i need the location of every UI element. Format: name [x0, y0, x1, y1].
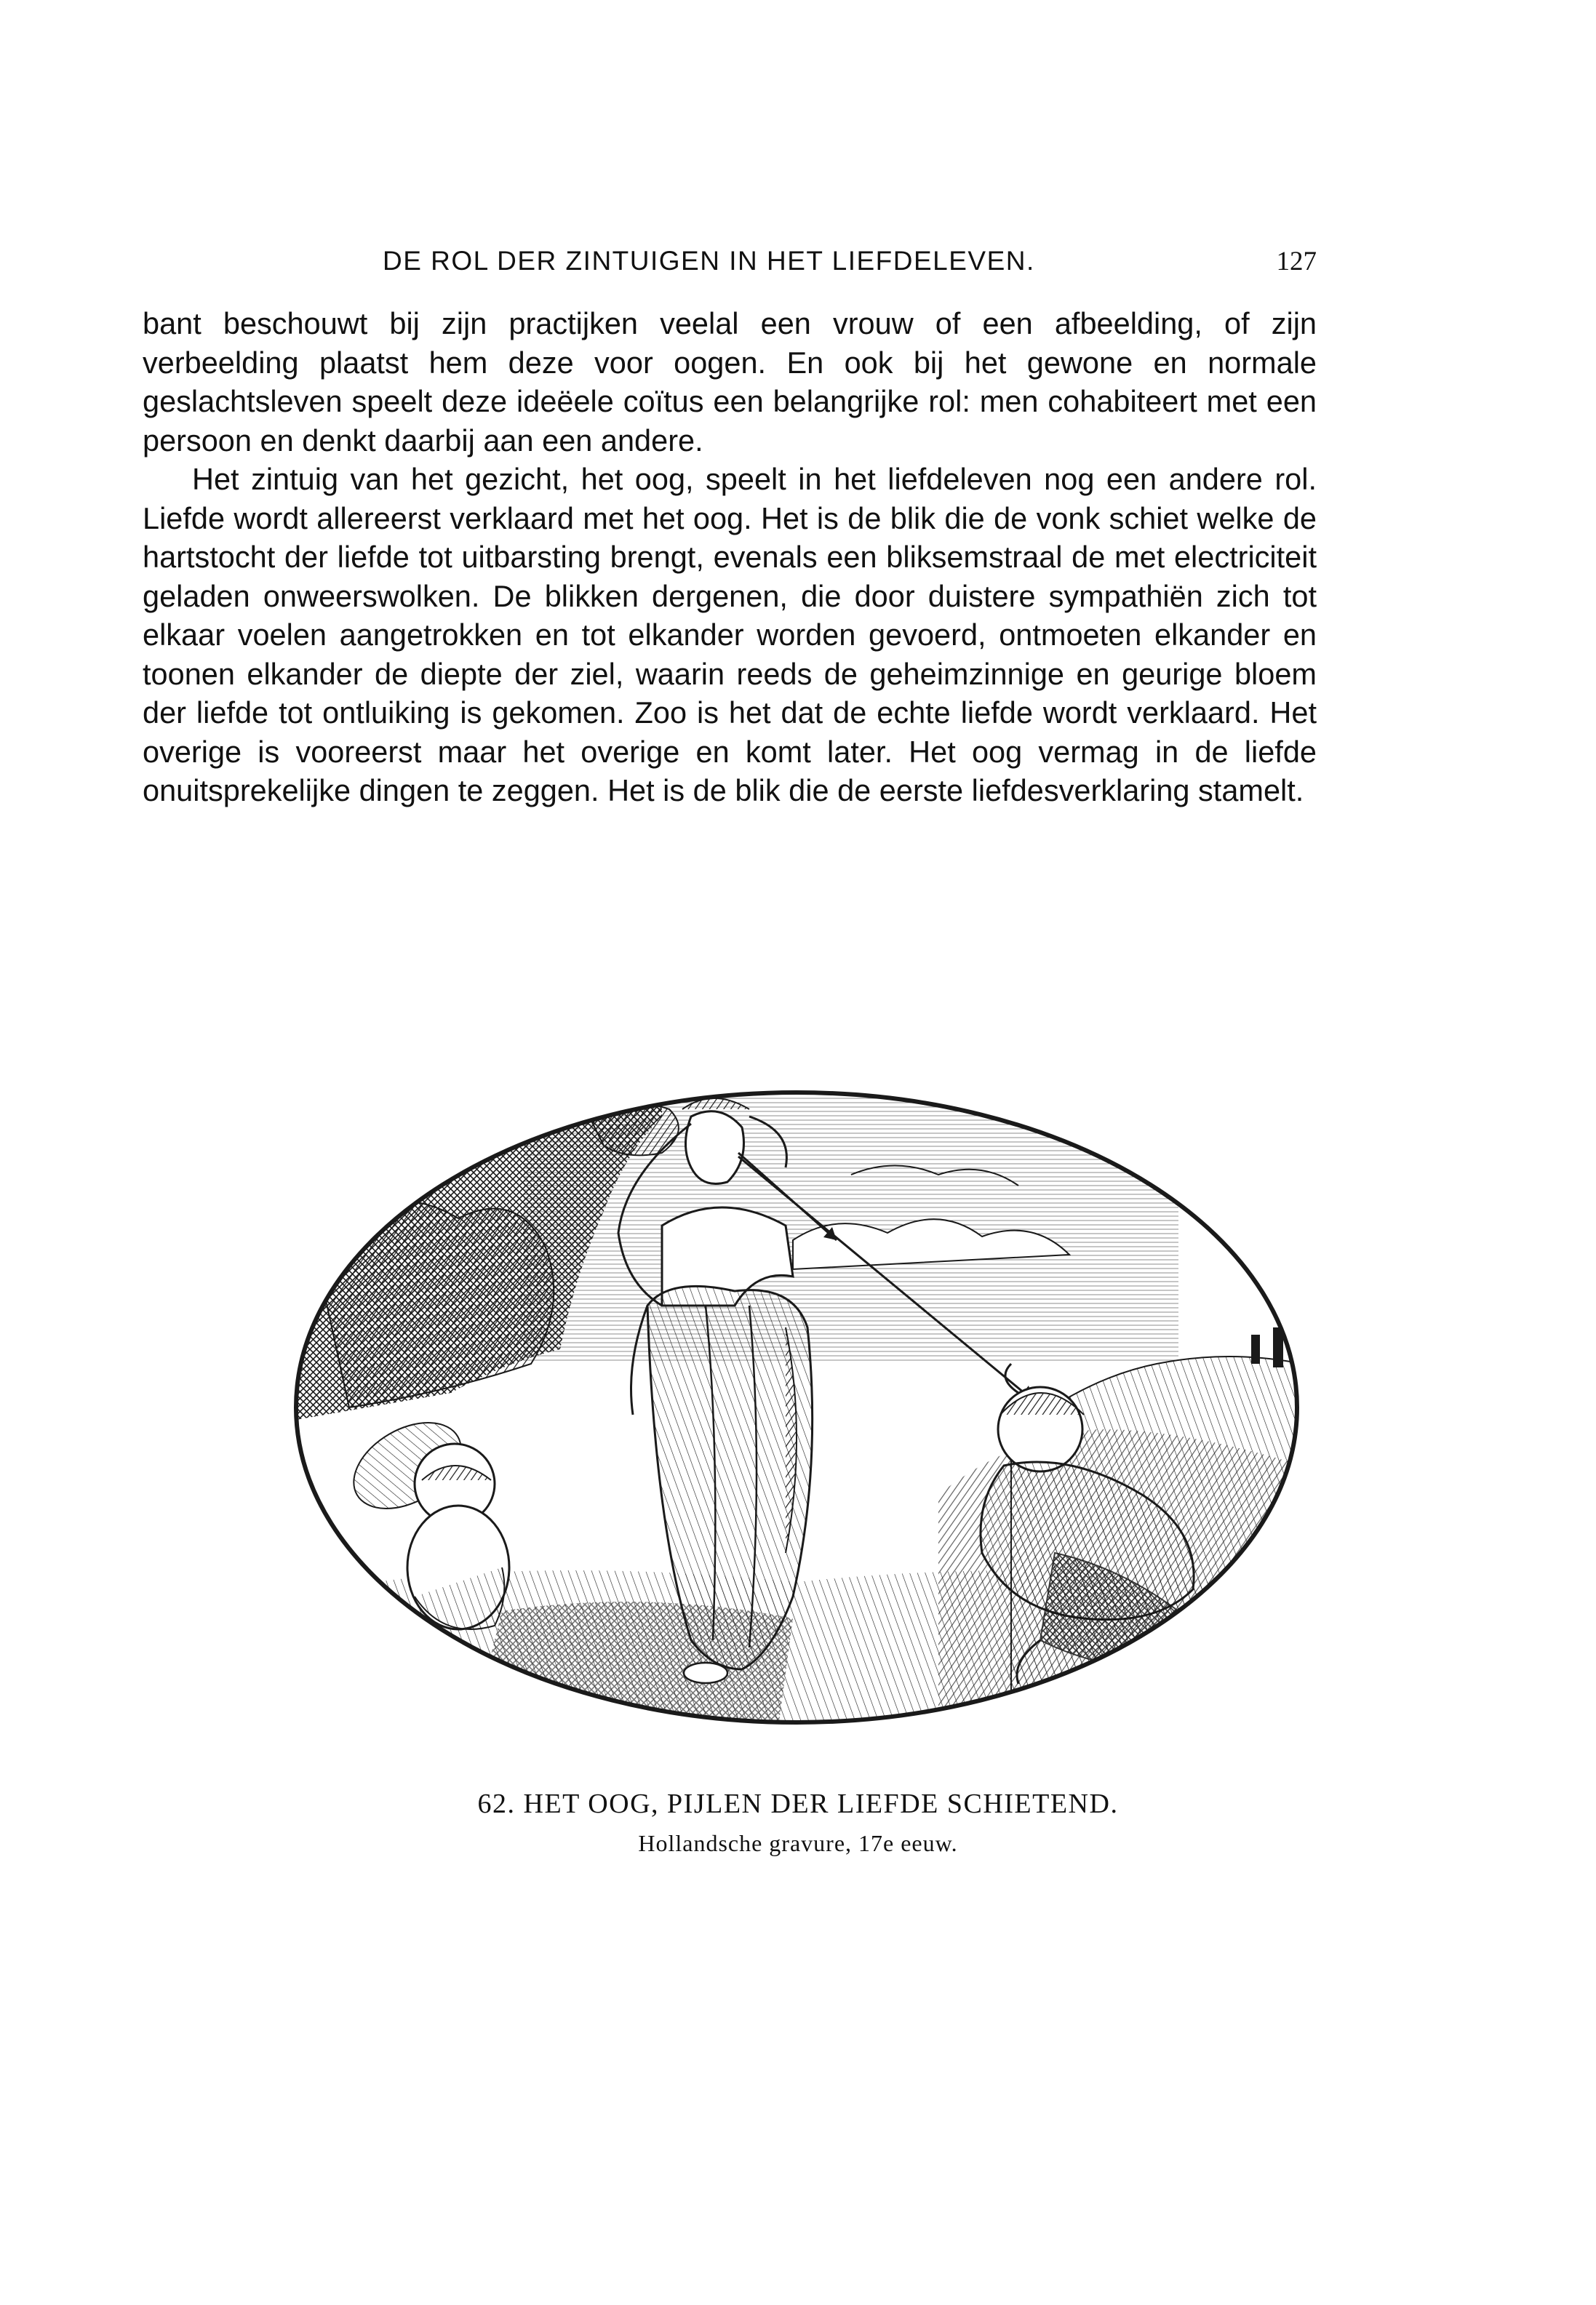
engraving-illustration: [284, 1087, 1302, 1727]
running-head: [143, 246, 1317, 282]
engraving-figure: [284, 1087, 1302, 1727]
page-number: 127: [1276, 247, 1317, 276]
running-title: DE ROL DER ZINTUIGEN IN HET LIEFDELEVEN.: [383, 246, 1035, 276]
figure-caption-title: 62. HET OOG, PIJLEN DER LIEFDE SCHIETEND.: [477, 1789, 1119, 1819]
paragraph: Het zintuig van het gezicht, het oog, speelt in het liefdeleven nog een andere rol. Liefde wordt allereerst verklaard met het oog. Het is de blik die de vonk schiet welke de hartstocht der liefde tot uitbarsting brengt, evenals een bliksemstraal de met electriciteit geladen onweerswolken. De blikken dergenen, die door duistere sympathiën zich tot elkaar voelen aangetrokken en tot elkander worden gevoerd, ontmoeten elkander en toonen elkander de diepte der ziel, waarin reeds de geheimzinnige en geurige bloem der liefde tot ontluiking is gekomen. Zoo is het dat de echte liefde wordt verklaard. Het overige is vooreerst maar het overige en komt later. Het oog vermag in de liefde onuitsprekelijke dingen te zeggen. Het is de blik die de eerste liefdesverklaring stamelt.: [143, 462, 1317, 807]
figure-caption-subtitle: Hollandsche gravure, 17e eeuw.: [638, 1830, 958, 1856]
body-text: [143, 304, 1317, 810]
paragraph: bant beschouwt bij zijn practijken veelal een vrouw of een afbeelding, of zijn verbeelding plaatst hem deze voor oogen. En ook bij het gewone en normale geslachtsleven speelt deze ideëele coïtus een belangrijke rol: men cohabiteert met een persoon en denkt daarbij aan een andere.: [143, 306, 1317, 458]
